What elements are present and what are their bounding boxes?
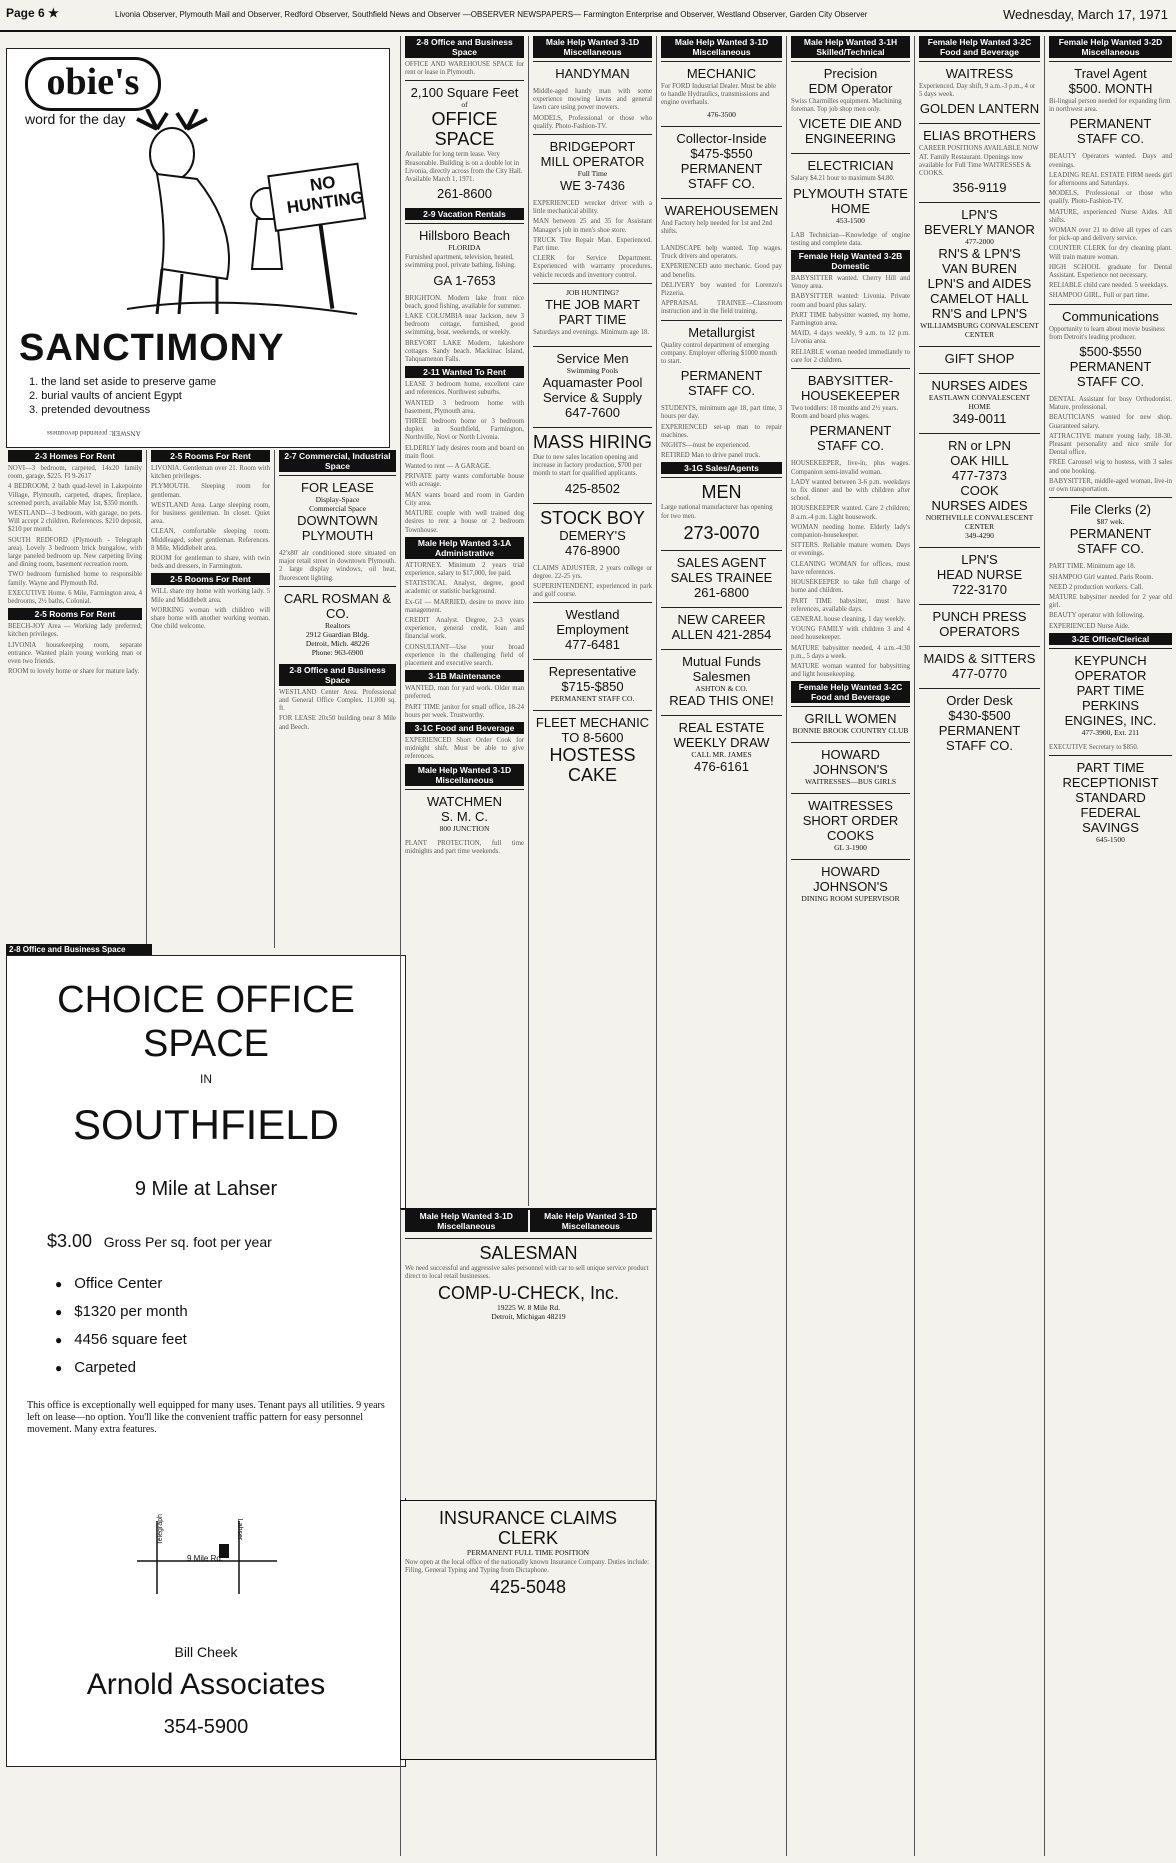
ad-headline: STOCK BOY [540,507,645,528]
ad-company: SAVINGS [1082,819,1139,835]
ad-phone: 356-9119 [952,180,1007,196]
ad-company: PERKINS [1081,697,1140,713]
company-name: Arnold Associates [86,1668,326,1701]
ad-headline: Precision [823,66,878,81]
ad-line: CALL MR. JAMES [691,749,752,759]
ad-headline: SHORT ORDER [802,813,899,829]
ad-headline: FLEET MECHANIC [535,715,650,731]
ad-phone: 477-3900, Ext. 211 [1081,727,1140,737]
ad-company: DEMERY'S [559,527,626,543]
ad-line: of [461,100,468,110]
masthead [0,0,1176,32]
ad-phone: 647-7600 [565,405,620,421]
ad-headline: WAREHOUSEMEN [664,202,779,218]
section-header: Male Help Wanted 3-1D Miscellaneous [661,36,782,58]
ad-headline: WAITRESS [945,66,1014,81]
section-header: 2-7 Commercial, Industrial Space [279,450,396,472]
ad-headline: COOKS [827,828,874,844]
section-header: 2-3 Homes For Rent [8,450,142,462]
watchmen-ad [405,789,524,837]
section-header: Male Help Wanted 3-1D Miscellaneous [530,1210,653,1232]
ad-headline: WATCHMEN [426,793,503,809]
ad-phone: 349-0011 [952,411,1007,427]
commercial-column: 2-7 Commercial, Industrial Space FOR LEASE Display-Space Commercial Space DOWNTOWN PLYMOUTH 42'x80' air conditioned store situated on major retail street in downtown Plymouth. 2 large display windows, oil heat, fluorescent lighting. CARL ROSMAN & CO. Realtors 2912 Guardian Bldg. Detroit, Mich. 48226 Phone: 963-6900 2-8 Office and Business Space WESTLAND Center Area. Professional and General Office Complex. 11,000 sq. ft. FOR LEASE 20x50 building near 8 Mile and Beech. [274,450,400,948]
ad-company: PERMANENT STAFF CO. [680,160,763,191]
ad-company: OAK HILL [950,453,1009,469]
ad-company: ASHTON & CO. [695,683,748,693]
ad-headline: SALESMAN [479,1243,578,1263]
ad-address: 800 JUNCTION [439,823,490,833]
electrician-ad: ELECTRICIAN Salary $4.21 hour to maximum $4.80. PLYMOUTH STATE HOME 453-1500 [791,153,910,228]
male-misc-column: Male Help Wanted 3-1D Miscellaneous HANDYMAN Middle-aged handy man with some experience mowing lawns and general lawn care using power mowers. MODELS, Professional or those who qualify. Photo-Fashion-TV. BRIDGEPORT MILL OPERATOR Full Time WE 3-7436 EXPERIENCED wrecker driver with a little mechanical ability. MAN between 25 and 35 for Assistant Manager's job in men's shoe store. TRUCK Tire Repair Man. Experienced. Part time. CLERK for Service Department. Experienced with warranty procedures, vehicle records and inventory control. JOB HUNTING? THE JOB MART PART TIME Saturdays and evenings. Minimum age 18. Service Men Swimming Pools Aquamaster Pool Service & Supply 647-7600 MASS HIRING Due to new sales location opening and increase in factory production, $700 per month to start for qualified applicants. 425-8502 STOCK BOY DEMERY'S 476-8900 CLAIMS ADJUSTER, 2 years college or degree. 22-25 yrs. SUPERINTENDENT, experienced in park and golf course. Westland Employment 477-6481 Representative $715-$850 PERMANENT STAFF CO. FLEET MECHANIC TO 8-5600 HOSTESS CAKE [528,36,656,1206]
ad-phone: 477-7373 [952,468,1007,484]
ad-headline: RECEPTIONIST [1062,774,1159,790]
ad-headline: HEAD NURSE [936,567,1023,583]
sales-agent-ad [661,550,782,604]
ad-line: IN [200,1072,212,1086]
sqft-office-ad: 2,100 Square Feet of OFFICE SPACE Available for long term lease. Very Reasonable. Building is on a double lot in Livonia, directly across from the City Hall. Available March 1, 1971. 261-8600 [405,80,524,205]
ad-headline: FOR LEASE [301,480,374,495]
ad-headline: SALES AGENT [676,554,767,570]
section-header: Female Help Wanted 3-2C Food and Beverage [791,681,910,703]
ad-headline: MEN [701,482,742,503]
westland-employment-ad [533,602,652,656]
ad-phone: 476-3500 [707,109,736,119]
ad-company: PERMANENT STAFF CO. [938,723,1021,754]
order-desk-ad [919,688,1040,757]
issue-date: Wednesday, March 17, 1971 [1002,7,1168,22]
ad-phone: TO 8-5600 [561,730,624,746]
ad-headline: WAITRESSES—BUS GIRLS [804,777,897,787]
definition: 3. pretended devoutness [29,404,151,416]
ad-company: NORTHVILLE CONVALESCENT CENTER [925,513,1034,532]
ad-headline: LPN'S [961,552,998,568]
real-estate-ad [661,715,782,778]
ad-headline: KEYPUNCH [1074,652,1147,668]
section-header: 3-1C Food and Beverage [405,722,524,734]
ad-company: FEDERAL [1080,804,1141,820]
howard-johnsons-2-ad [791,859,910,907]
receptionist-ad [1049,755,1172,848]
ad-headline: THE JOB MART [544,296,641,312]
ad-headline: NURSES AIDES [931,378,1028,394]
ad-company: Aquamaster Pool [542,375,643,391]
no-hunting-sign: NO HUNTING [285,172,365,218]
ad-headline: BRIDGEPORT [549,139,636,155]
word-of-day: SANCTIMONY [19,327,285,369]
ad-headline: CLERK [497,1528,559,1548]
ad-headline: MAIDS & SITTERS [923,651,1036,667]
ad-phone: GL 3-1900 [834,843,867,853]
section-header: 3-1B Maintenance [405,670,524,682]
service-men-ad [533,346,652,424]
ad-phone: 349-4290 [965,531,994,541]
definition: 1. the land set aside to preserve game [29,376,217,388]
ad-company: VAN BUREN [942,261,1017,277]
ad-headline: MASS HIRING [533,432,653,453]
feature-item: ● Carpeted [55,1354,405,1382]
ad-company: BEVERLY MANOR [924,222,1035,238]
howard-johnsons-ad [791,742,910,790]
ad-phone: 453-1500 [836,215,865,225]
bridgeport-ad [533,134,652,197]
price-text: Gross Per sq. foot per year [103,1234,272,1250]
ad-headline: Representative [548,664,637,680]
keypunch-ad [1049,648,1172,741]
salesman-ad-block [400,1208,656,1498]
ad-salary: $87 wek. [1096,517,1125,527]
ad-phone: 425-5048 [489,1577,567,1598]
definition: 2. burial vaults of ancient Egypt [29,390,182,402]
ad-line: FLORIDA [448,243,481,253]
ad-headline: Service Men [556,351,629,367]
ad-line: 2912 Guardian Bldg. [305,629,370,639]
ad-company: PERMANENT STAFF CO. [809,423,892,454]
price-value: $3.00 [47,1231,93,1251]
mutual-funds-ad [661,649,782,712]
ad-line: DOWNTOWN PLYMOUTH [297,513,378,543]
ad-address: Detroit, Michigan 48219 [491,1312,566,1322]
representative-ad [533,659,652,707]
ad-headline: OPERATOR [1074,667,1147,683]
ad-headline: EDM Operator [808,81,893,96]
ad-line: Realtors [325,620,350,630]
ad-phone: ALLEN 421-2854 [671,626,772,642]
ad-headline: RN or LPN [948,438,1011,454]
ad-salary: $500-$550 [1079,344,1142,360]
section-header: Male Help Wanted 3-1A Administrative [405,537,524,559]
ad-phone: Phone: 963-6900 [311,647,364,657]
ad-headline: Travel Agent [1074,66,1147,81]
ad-address: 19225 W. 8 Mile Rd. [497,1303,560,1313]
waitresses-ad [791,793,910,856]
men-ad: MEN Large national manufacturer has opening for two men. 273-0070 [661,477,782,546]
ad-company: PERMANENT STAFF CO. [680,368,763,399]
ad-company: PERMANENT STAFF CO. [1069,359,1152,390]
ad-line: Detroit, Mich. 48226 [305,638,370,648]
ad-headline: INSURANCE CLAIMS [438,1508,618,1528]
obie-logo: obie's [25,57,161,111]
ad-headline: ELECTRICIAN [807,158,894,174]
section-header: Female Help Wanted 3-2D Miscellaneous [1049,36,1172,58]
ad-phone: WE 3-7436 [559,178,626,194]
section-header: Female Help Wanted 3-2C Food and Beverage [919,36,1040,58]
section-header: Male Help Wanted 3-1D Miscellaneous [405,1210,528,1232]
ad-headline: RN'S & LPN'S [938,246,1021,262]
maids-ad [919,646,1040,685]
ad-company: EASTLAWN CONVALESCENT HOME [928,393,1031,412]
babysitter-ad: BABYSITTER-HOUSEKEEPER Two toddlers: 18 months and 2½ years. Room and board plus wages. PERMANENT STAFF CO. [791,368,910,457]
section-header: Male Help Wanted 3-1H Skilled/Technical [791,36,910,58]
grill-ad [791,706,910,739]
female-misc-column: Female Help Wanted 3-2D Miscellaneous Travel Agent $500. MONTH Bi-lingual person needed for expanding firm in northwest area. PERMANENT STAFF CO. BEAUTY Operators wanted. Days and evenings. LEADING REAL ESTATE FIRM needs girl for afternoons and Saturdays. MODELS, Professional or those who qualify. Photo-Fashion-TV. MATURE, experienced Nurse Aides. All shifts. WOMAN over 21 to drive all types of cars for pick-up and delivery service. COUNTER CLERK for dry cleaning plant. Will train mature woman. HIGH SCHOOL graduate for Dental Assistant. Experience not necessary. RELIABLE child care needed. 5 weekdays. SHAMPOO GIRL. Full or part time. Communications Opportunity to learn about movie business from Detroit's leading producer. $500-$550 PERMANENT STAFF CO. DENTAL Assistant for busy Orthodontist. Mature, professional. BEAUTICIANS wanted for new shop. Guaranteed salary. ATTRACTIVE mature young lady, 18-30. Pleasant personality and nice smile for Dental office. FREE Carousel wig to hostess, with 3 sales and one booking. BABYSITTER, middle-aged woman, live-in or own transportation. File Clerks (2) $87 wek. PERMANENT STAFF CO. PART TIME. Minimum age 18. SHAMPOO Girl wanted. Paris Room. NEED 2 production workers. Call. MATURE babysitter needed for 2 year old girl. BEAUTY operator with following. EXPERIENCED Nurse Aide. 3-2E Office/Clerical KEYPUNCH OPERATOR PART TIME PERKINS ENGINES, INC. 477-3900, Ext. 211 EXECUTIVE Secretary to $850. PART TIME RECEPTIONIST STANDARD FEDERAL SAVINGS 645-1500 [1044,36,1176,1856]
ad-company: COMP-U-CHECK, Inc. [437,1283,619,1304]
head-nurse-ad [919,547,1040,601]
ad-phone: 477-2000 [965,237,994,247]
ad-headline: PART TIME [1076,759,1145,775]
ad-salary: $715-$850 [561,679,624,695]
ad-company: ENGINES, INC. [1064,712,1157,728]
ad-phone: 476-8900 [565,542,620,558]
ad-phone: 645-1500 [1096,834,1125,844]
ad-company: PLYMOUTH STATE HOME [793,185,908,216]
choice-office-ad [6,955,406,1767]
feature-item: ● 4456 square feet [55,1326,405,1354]
ad-headline: RN'S and LPN'S [931,306,1028,322]
hillsboro-ad: Hillsboro Beach FLORIDA Furnished apartment, television, heated, swimming pool, private bathing, fishing. GA 1-7653 [405,223,524,291]
section-header: 3-1G Sales/Agents [661,462,782,474]
feature-item: ● $1320 per month [55,1298,405,1326]
homes-column: 2-3 Homes For Rent NOVI—3 bedroom, carpeted, 14x20 family room, garage, $225. FI 9-2617 4 BEDROOM, 2 bath quad-level in Lakepointe Village, Plymouth, carpeted, drapes, fireplace, screened porch, available May 1st, $350 month. WESTLAND—3 bedroom, with garage, no pets. Will accept 2 children. References. $210 deposit, $210 per month. SOUTH REDFORD (Plymouth - Telegraph area). Lovely 3 bedroom brick bungalow, with large paneled bedroom up. New carpeting living and dining room, basement recreation room. TWO bedroom furnished home to responsible family. Wayne and Plymouth Rd. EXECUTIVE Home. 6 Mile, Farmington area, 4 bedrooms, 2½ baths, Colonial. 2-5 Rooms For Rent BEECH-JOY Area — Working lady preferred; kitchen privileges. LIVONIA housekeeping room, separate entrance. Wanted plain young working man or even two friends. ROOM to lovely home or share for mature lady. [8,451,142,676]
ad-phone: 273-0070 [683,522,760,543]
ad-phone: 477-0770 [952,666,1007,682]
punch-press-ad [919,604,1040,643]
ad-headline: REAL ESTATE [678,719,765,735]
map-label: Lahser [236,1518,244,1541]
ad-company: HOSTESS CAKE [549,745,636,786]
section-header: 2-8 Office and Business Space [405,36,524,58]
obie-word-box [6,48,390,448]
definitions-list [29,375,216,417]
section-header: Female Help Wanted 3-2B Domestic [791,250,910,272]
ad-headline: NURSES AIDES [931,498,1028,514]
lpns-ad [919,202,1040,343]
ad-headline: Metallurgist [688,324,755,340]
ad-phone: GA 1-7653 [433,272,496,288]
ad-headline: GIFT SHOP [944,351,1015,367]
job-mart-ad: JOB HUNTING? THE JOB MART PART TIME Saturdays and evenings. Minimum age 18. [533,283,652,343]
ad-phone: 261-6800 [694,584,749,600]
rn-lpn-ad [919,433,1040,544]
ad-line: Full Time [577,169,608,179]
ad-headline: Order Desk [946,693,1013,709]
section-header: 2-11 Wanted To Rent [405,366,524,378]
feature-list [27,1270,405,1382]
ad-company: PERMANENT STAFF CO. [550,694,635,704]
mechanic-ad: MECHANIC For FORD Industrial Dealer. Must be able to handle Hydraulics, transmissions and engine overhauls. 476-3500 [661,61,782,123]
for-lease-ad [279,475,396,547]
insurance-claims-ad: INSURANCE CLAIMS CLERK PERMANENT FULL TIME POSITION Now open at the local office of the nationally known Insurance Company. Duties include: Filing, General Typing and Typing from Dictaphone. 425-5048 [405,1508,650,1598]
ad-headline: PUNCH PRESS [932,609,1027,625]
ad-company: HOWARD JOHNSON'S [813,864,888,895]
travel-agent-ad: Travel Agent $500. MONTH Bi-lingual person needed for expanding firm in northwest area. PERMANENT STAFF CO. [1049,61,1172,150]
office-column: 2-8 Office and Business Space OFFICE AND WAREHOUSE SPACE for rent or lease in Plymouth. 2,100 Square Feet of OFFICE SPACE Available for long term lease. Very Reasonable. Building is on a double lot in Livonia, directly across from the City Hall. Available March 1, 1971. 261-8600 2-9 Vacation Rentals Hillsboro Beach FLORIDA Furnished apartment, television, heated, swimming pool, private bathing, fishing. GA 1-7653 BRIGHTON. Modern lake front nice beach, good fishing, available for summer. LAKE COLUMBIA near Jackson, new 3 bedroom cottage, furnished, good swimming, boat, weekends, or weekly. BREVORT LAKE Modern, lakeshore cottages. Sandy beach. Mackinac Island, Tahquamenon Falls. 2-11 Wanted To Rent LEASE 3 bedroom home, excellent care and references. Northwest suburbs. WANTED 3 bedroom home with basement, Plymouth area. THREE bedroom home or 3 bedroom duplex in Southfield, Farmington, Northville, Novi or North Livonia. ELDERLY lady desires room and board on main floor. Wanted to rent — A GARAGE. PRIVATE party wants comfortable house with acreage. MAN wants board and room in Garden City area. MATURE couple with well trained dog desires to rent a house or 2 bedroom Townhouse. Male Help Wanted 3-1A Administrative ATTORNEY. Minimum 2 years trial experience, salary to $17,000, fee paid. STATISTICAL Analyst, degree, good academic or statistic background. Ex-GI — MARRIED, desire to move into management. CREDIT Analyst. Degree, 2-3 years experience, general credit, loan and financial work. CONSULTANT—Use your broad experience in the challenging field of placement and executive search. 3-1B Maintenance WANTED, man for yard work. Older man preferred. PART TIME janitor for small office, 18-24 hours per week. Trustworthy. 3-1C Food and Beverage EXPERIENCED Short Order Cook for midnight shift. Must be able to give references. Male Help Wanted 3-1D Miscellaneous WATCHMEN S. M. C. 800 JUNCTION PLANT PROTECTION, full time midnights and part time weekends. [400,36,528,1856]
agent-name: Bill Cheek [174,1644,238,1660]
ad-headline: CARL ROSMAN & CO. [283,590,392,621]
ad-headline: WAITRESSES [808,798,893,814]
ad-company: WILLIAMSBURG CONVALESCENT CENTER [920,321,1039,340]
section-header: 2-5 Rooms For Rent [8,608,142,620]
ad-company: PERMANENT STAFF CO. [1069,526,1152,557]
ad-headline: LPN'S [961,207,998,223]
ad-price [47,1231,405,1252]
section-header: 2-5 Rooms For Rent [151,450,270,462]
ad-headline: WEEKLY DRAW [673,734,770,750]
ad-phone: 722-3170 [952,582,1007,598]
ad-company: S. M. C. [441,808,488,824]
ad-body: This office is exceptionally well equipped for many uses. Tenant pays all utilities. 9 years left on lease—no option. You'll like the convenient traffic pattern for easy personnel movement. Many extra features. [27,1400,385,1435]
ad-phone: 425-8502 [565,480,620,496]
ad-company: ELIAS BROTHERS [923,128,1036,144]
ad-headline: Collector-Inside [676,130,767,146]
nurses-aides-ad [919,373,1040,430]
carl-rosman-ad [279,586,396,661]
ad-headline: Mutual Funds Salesmen [682,653,761,684]
ad-company: VICETE DIE AND ENGINEERING [799,116,902,147]
ad-phone: 477-6481 [565,637,620,653]
ad-line: Swimming Pools [566,366,619,376]
section-header: Male Help Wanted 3-1D Miscellaneous [405,764,524,786]
ad-address: 9 Mile at Lahser [134,1178,278,1200]
mechanic-column: Male Help Wanted 3-1D Miscellaneous MECHANIC For FORD Industrial Dealer. Must be able to handle Hydraulics, transmissions and engine overhauls. 476-3500 Collector-Inside $475-$550 PERMANENT STAFF CO. WAREHOUSEMEN And Factory help needed for 1st and 2nd shifts. LANDSCAPE help wanted. Top wages. Truck drivers and operators. EXPERIENCED auto mechanic. Good pay and benefits. DELIVERY boy wanted for Lorenzo's Pizzeria. APPRAISAL TRAINEE—Classroom instruction and in the field training. Metallurgist Quality control department of emerging company. Employer offering $1000 month to start. PERMANENT STAFF CO. STUDENTS, minimum age 18, part time, 3 hours per day. EXPERIENCED set-up man to repair machines. NIGHTS—must be experienced. RETIRED Man to drive panel truck. 3-1G Sales/Agents MEN Large national manufacturer has opening for two men. 273-0070 SALES AGENT SALES TRAINEE 261-6800 NEW CAREER ALLEN 421-2854 Mutual Funds Salesmen ASHTON & CO. READ THIS ONE! REAL ESTATE WEEKLY DRAW CALL MR. JAMES 476-6161 [656,36,786,1856]
communications-ad: Communications Opportunity to learn about movie business from Detroit's leading producer. $500-$550 PERMANENT STAFF CO. [1049,304,1172,393]
company-phone: 354-5900 [163,1716,249,1738]
ad-line: Display-Space [315,495,360,504]
ad-company: Service & Supply [543,390,642,406]
waitress-ad: WAITRESS Experienced. Day shift, 9 a.m.-3 p.m., 4 or 5 days week. GOLDEN LANTERN [919,61,1040,120]
ad-line: JOB HUNTING? [566,287,619,297]
ad-headline: COOK [960,483,999,499]
salesman-ad: SALESMAN We need successful and aggressive sales personnel with car to sell unique service product direct to local retail businesses. COMP-U-CHECK, Inc. 19225 W. 8 Mile Rd. Detroit, Michigan 48219 [405,1238,652,1325]
section-header: Male Help Wanted 3-1D Miscellaneous [533,36,652,58]
stock-boy-ad [533,503,652,562]
ad-headline: LPN'S and AIDES [927,276,1032,292]
ad-company: CAMELOT HALL [930,291,1029,307]
ad-headline: Hillsboro Beach [418,228,511,244]
female-food-column [914,36,1044,1856]
ad-headline: 2,100 Square Feet [410,85,519,101]
insurance-ad-block [400,1500,656,1760]
ad-salary: $430-$500 [948,708,1011,724]
ad-headline: READ THIS ONE! [669,692,774,708]
ad-headline: CHOICE OFFICE SPACE [57,979,355,1065]
section-header: 2-9 Vacation Rentals [405,208,524,220]
rooms-column: 2-5 Rooms For Rent LIVONIA. Gentleman over 21. Room with kitchen privileges. PLYMOUTH. Sleeping room for gentleman. WESTLAND Area. Large sleeping room, for business gentleman. In closet. Quiet area. CLEAN, comfortable sleeping room. Middleaged, sober gentleman. References. 8 Mile, Middlebelt area. ROOM for gentleman to share, with twin beds and dressers, in Farmington. 2-5 Rooms For Rent WILL share my home with working lady. 5 Mile and Middlebelt area. WORKING woman with children will share home with another working woman. One child welcome. [146,450,274,948]
ad-headline: SALES TRAINEE [670,569,773,585]
new-career-ad [661,607,782,646]
file-clerks-ad [1049,497,1172,560]
ad-headline: File Clerks (2) [1070,502,1151,518]
ad-headline: PART TIME [1076,682,1145,698]
ad-headline: OPERATORS [939,624,1020,640]
ad-phone: 261-8600 [437,186,492,202]
warehouse-ad: WAREHOUSEMEN And Factory help needed for 1st and 2nd shifts. [661,198,782,242]
map-label: Telegraph [156,1514,164,1545]
upside-down-answer: ANSWER: pretended devoutness [47,429,141,437]
collector-ad [661,126,782,195]
ad-headline: Communications [1062,308,1159,324]
ad-headline: GRILL WOMEN [804,711,897,727]
precision-ad: Precision EDM Operator Swiss Charmilles equipment. Machining foreman. Top job shop men only. VICETE DIE AND ENGINEERING [791,61,910,150]
ad-company: HOWARD JOHNSON'S [813,747,888,778]
metallurgist-ad: Metallurgist Quality control department of emerging company. Employer offering $1000 month to start. PERMANENT STAFF CO. [661,320,782,403]
ad-location: SOUTHFIELD [72,1101,340,1148]
elias-brothers-ad: ELIAS BROTHERS CAREER POSITIONS AVAILABLE NOW AT. Family Restaurant. Openings now available for Full Time WAITRESSES & COOKS. 356-9119 [919,123,1040,199]
fleet-mechanic-ad [533,710,652,789]
ad-company: BONNIE BROOK COUNTRY CLUB [792,726,909,736]
ad-headline: NEW CAREER [677,611,766,627]
section-header: 2-5 Rooms For Rent [151,573,270,585]
obie-subtitle: word for the day [25,111,126,127]
mass-hiring-ad: MASS HIRING Due to new sales location opening and increase in factory production, $700 per month to start for qualified applicants. 425-8502 [533,427,652,500]
ad-salary: $475-$550 [690,145,753,161]
ad-headline: PART TIME [558,311,627,327]
ad-company: Westland Employment [556,607,629,638]
map-label: 9 Mile Rd. [187,1554,224,1563]
ad-company: GOLDEN LANTERN [919,101,1040,117]
ad-company: PERMANENT STAFF CO. [1069,116,1152,147]
ad-headline: DINING ROOM SUPERVISOR [801,894,900,904]
publication-list: Livonia Observer, Plymouth Mail and Observer, Redford Observer, Southfield News and Observer —OBSERVER NEWSPAPERS— Farmington Enterprise and Observer, Westland Observer, Garden City Observer [115,10,868,19]
ad-headline: OFFICE SPACE [431,109,498,150]
feature-item: ● Office Center [55,1270,405,1298]
ad-line: PERMANENT FULL TIME POSITION [466,1548,590,1557]
deer-illustration [67,109,367,324]
section-header: 2-8 Office and Business Space [279,664,396,686]
ad-headline: HANDYMAN [555,66,630,81]
ad-headline: MILL OPERATOR [540,154,645,170]
ad-headline: MECHANIC [686,66,757,81]
ad-phone: 476-6161 [694,758,749,774]
office-section-bar: 2-8 Office and Business Space [6,944,152,955]
ad-company: STANDARD [1075,789,1146,805]
gift-shop-ad [919,346,1040,370]
handyman-ad [533,61,652,85]
page-number: Page 6 ★ [6,6,59,20]
ad-line: Commercial Space [309,504,366,513]
ad-salary: $500. MONTH [1068,81,1153,96]
skilled-column: Male Help Wanted 3-1H Skilled/Technical Precision EDM Operator Swiss Charmilles equipment. Machining foreman. Top job shop men only. VICETE DIE AND ENGINEERING ELECTRICIAN Salary $4.21 hour to maximum $4.80. PLYMOUTH STATE HOME 453-1500 LAB Technician—Knowledge of engine testing and complete data. Female Help Wanted 3-2B Domestic BABYSITTER wanted. Cherry Hill and Venoy area. BABYSITTER wanted: Livonia. Private room and board plus salary. PART TIME babysitter wanted, my home, Farmington area. MAID, 4 days weekly, 9 a.m. to 12 p.m. Livonia area. RELIABLE woman needed immediately to care for 2 children. BABYSITTER-HOUSEKEEPER Two toddlers: 18 months and 2½ years. Room and board plus wages. PERMANENT STAFF CO. HOUSEKEEPER, live-in, plus wages. Companion semi-invalid woman. LADY wanted between 3-6 p.m. weekdays to fix dinner and be with children after school. HOUSEKEEPER wanted. Care 2 children; 8 a.m.-4 p.m. Light housework. WOMAN needing home. Elderly lady's companion-housekeeper. SITTERS. Reliable mature women. Days or evenings. CLEANING WOMAN for offices, must have references. HOUSEKEEPER to take full charge of home and children. PART TIME babysitter, must have references, available days. GENERAL house cleaning, 1 day weekly. YOUNG FAMILY with children 3 and 4 need housekeeper. MATURE babysitter needed, 4 a.m.-4:30 p.m., 5 days a week. MATURE woman wanted for babysitting and light housekeeping. Female Help Wanted 3-2C Food and Beverage GRILL WOMEN BONNIE BROOK COUNTRY CLUB HOWARD JOHNSON'S WAITRESSES—BUS GIRLS WAITRESSES SHORT ORDER COOKS GL 3-1900 HOWARD JOHNSON'S DINING ROOM SUPERVISOR [786,36,914,1856]
ad-headline: BABYSITTER-HOUSEKEEPER [801,373,900,404]
section-header: 3-2E Office/Clerical [1049,633,1172,645]
